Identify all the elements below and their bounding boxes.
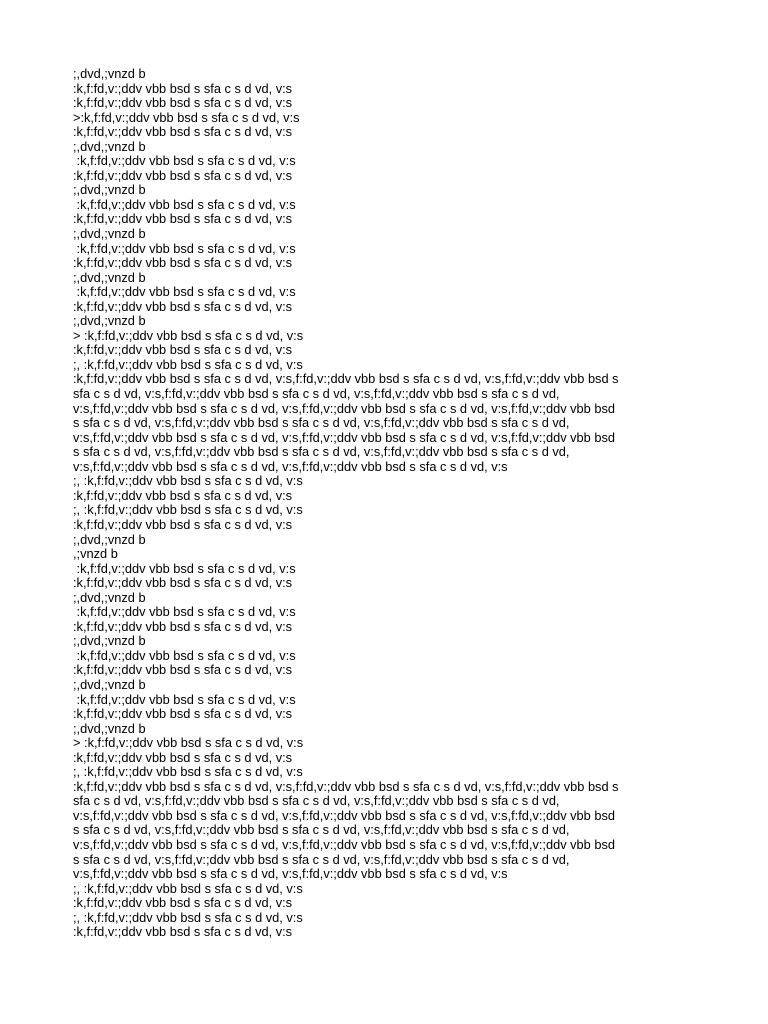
text-line: :k,f:fd,v:;ddv vbb bsd s sfa c s d vd, v:s — [73, 516, 293, 532]
text-line: ;,dvd,;vnzd b — [73, 676, 146, 692]
text-line: ;,dvd,;vnzd b — [73, 226, 146, 242]
text-line: ;, :k,f:fd,v:;ddv vbb bsd s sfa c s d vd, v:s — [73, 880, 303, 896]
text-line: ;,dvd,;vnzd b — [73, 66, 146, 81]
text-line: sfa c s d vd, v:s,f:fd,v:;ddv vbb bsd s sfa c s d vd, v:s,f:fd,v:;ddv vbb bsd s sfa c s d vd, — [73, 386, 560, 402]
text-line: :k,f:fd,v:;ddv vbb bsd s sfa c s d vd, v:s — [73, 124, 293, 140]
text-line: :k,f:fd,v:;ddv vbb bsd s sfa c s d vd, v:s,f:fd,v:;ddv vbb bsd s sfa c s d vd, v:s,f:fd,v:;ddv vbb bsd s — [73, 778, 619, 794]
text-line: sfa c s d vd, v:s,f:fd,v:;ddv vbb bsd s sfa c s d vd, v:s,f:fd,v:;ddv vbb bsd s sfa c s d vd, — [73, 793, 560, 809]
text-line: :k,f:fd,v:;ddv vbb bsd s sfa c s d vd, v:s — [73, 560, 296, 576]
text-line: :k,f:fd,v:;ddv vbb bsd s sfa c s d vd, v:s — [73, 167, 293, 183]
text-line: :k,f:fd,v:;ddv vbb bsd s sfa c s d vd, v:s — [73, 575, 293, 591]
text-line: v:s,f:fd,v:;ddv vbb bsd s sfa c s d vd, v:s,f:fd,v:;ddv vbb bsd s sfa c s d vd, v:s — [73, 866, 508, 882]
text-line: :k,f:fd,v:;ddv vbb bsd s sfa c s d vd, v:s — [73, 618, 293, 634]
text-line: :k,f:fd,v:;ddv vbb bsd s sfa c s d vd, v:s — [73, 487, 293, 503]
text-line: :k,f:fd,v:;ddv vbb bsd s sfa c s d vd, v:s — [73, 647, 296, 663]
text-line: :k,f:fd,v:;ddv vbb bsd s sfa c s d vd, v:s — [73, 255, 293, 271]
text-line: > :k,f:fd,v:;ddv vbb bsd s sfa c s d vd, v:s — [73, 327, 304, 343]
text-line: >:k,f:fd,v:;ddv vbb bsd s sfa c s d vd, v:s — [73, 109, 300, 125]
text-line: ;,dvd,;vnzd b — [73, 531, 146, 547]
text-line: :k,f:fd,v:;ddv vbb bsd s sfa c s d vd, v:s — [73, 196, 296, 212]
text-line: ,;vnzd b — [73, 546, 118, 562]
text-line: ;,dvd,;vnzd b — [73, 269, 146, 285]
text-line: :k,f:fd,v:;ddv vbb bsd s sfa c s d vd, v:s — [73, 95, 293, 111]
text-line: ;,dvd,;vnzd b — [73, 720, 146, 736]
text-line: ;,dvd,;vnzd b — [73, 589, 146, 605]
text-line: :k,f:fd,v:;ddv vbb bsd s sfa c s d vd, v:s — [73, 342, 293, 358]
text-line: :k,f:fd,v:;ddv vbb bsd s sfa c s d vd, v:s — [73, 211, 293, 227]
text-line: ;, :k,f:fd,v:;ddv vbb bsd s sfa c s d vd, v:s — [73, 356, 303, 372]
text-line: :k,f:fd,v:;ddv vbb bsd s sfa c s d vd, v:s — [73, 662, 293, 678]
text-line: s sfa c s d vd, v:s,f:fd,v:;ddv vbb bsd s sfa c s d vd, v:s,f:fd,v:;ddv vbb bsd s sfa c s d vd, — [73, 444, 570, 460]
text-line: ;, :k,f:fd,v:;ddv vbb bsd s sfa c s d vd, v:s — [73, 502, 303, 518]
text-line: :k,f:fd,v:;ddv vbb bsd s sfa c s d vd, v:s,f:fd,v:;ddv vbb bsd s sfa c s d vd, v:s,f:fd,v:;ddv vbb bsd s — [73, 371, 619, 387]
text-line: s sfa c s d vd, v:s,f:fd,v:;ddv vbb bsd s sfa c s d vd, v:s,f:fd,v:;ddv vbb bsd s sfa c s d vd, — [73, 851, 570, 867]
text-line: v:s,f:fd,v:;ddv vbb bsd s sfa c s d vd, v:s,f:fd,v:;ddv vbb bsd s sfa c s d vd, v:s,f:fd,v:;ddv vbb bsd — [73, 400, 615, 416]
text-line: :k,f:fd,v:;ddv vbb bsd s sfa c s d vd, v:s — [73, 604, 296, 620]
text-line: :k,f:fd,v:;ddv vbb bsd s sfa c s d vd, v:s — [73, 895, 293, 911]
text-line: ;,dvd,;vnzd b — [73, 138, 146, 154]
text-line: :k,f:fd,v:;ddv vbb bsd s sfa c s d vd, v:s — [73, 153, 296, 169]
text-line: :k,f:fd,v:;ddv vbb bsd s sfa c s d vd, v:s — [73, 298, 293, 314]
document-body — [73, 67, 703, 940]
text-line: :k,f:fd,v:;ddv vbb bsd s sfa c s d vd, v:s — [73, 924, 293, 940]
text-line: :k,f:fd,v:;ddv vbb bsd s sfa c s d vd, v:s — [73, 706, 293, 722]
text-line: :k,f:fd,v:;ddv vbb bsd s sfa c s d vd, v:s — [73, 691, 296, 707]
text-line: :k,f:fd,v:;ddv vbb bsd s sfa c s d vd, v:s — [73, 284, 296, 300]
text-line: v:s,f:fd,v:;ddv vbb bsd s sfa c s d vd, v:s,f:fd,v:;ddv vbb bsd s sfa c s d vd, v:s,f:fd,v:;ddv vbb bsd — [73, 836, 615, 852]
text-line: v:s,f:fd,v:;ddv vbb bsd s sfa c s d vd, v:s,f:fd,v:;ddv vbb bsd s sfa c s d vd, v:s,f:fd,v:;ddv vbb bsd — [73, 807, 615, 823]
text-line: v:s,f:fd,v:;ddv vbb bsd s sfa c s d vd, v:s,f:fd,v:;ddv vbb bsd s sfa c s d vd, v:s — [73, 458, 508, 474]
text-line: ;,dvd,;vnzd b — [73, 633, 146, 649]
text-line: :k,f:fd,v:;ddv vbb bsd s sfa c s d vd, v:s — [73, 80, 293, 96]
text-line: v:s,f:fd,v:;ddv vbb bsd s sfa c s d vd, v:s,f:fd,v:;ddv vbb bsd s sfa c s d vd, v:s,f:fd,v:;ddv vbb bsd — [73, 429, 615, 445]
text-line: :k,f:fd,v:;ddv vbb bsd s sfa c s d vd, v:s — [73, 749, 293, 765]
text-line: s sfa c s d vd, v:s,f:fd,v:;ddv vbb bsd s sfa c s d vd, v:s,f:fd,v:;ddv vbb bsd s sfa c s d vd, — [73, 415, 570, 431]
text-line: ;, :k,f:fd,v:;ddv vbb bsd s sfa c s d vd, v:s — [73, 909, 303, 925]
text-line: s sfa c s d vd, v:s,f:fd,v:;ddv vbb bsd s sfa c s d vd, v:s,f:fd,v:;ddv vbb bsd s sfa c s d vd, — [73, 822, 570, 838]
text-line: ;,dvd,;vnzd b — [73, 182, 146, 198]
text-line: ;, :k,f:fd,v:;ddv vbb bsd s sfa c s d vd, v:s — [73, 473, 303, 489]
text-line: > :k,f:fd,v:;ddv vbb bsd s sfa c s d vd, v:s — [73, 735, 304, 751]
text-line: ;,dvd,;vnzd b — [73, 313, 146, 329]
text-line: :k,f:fd,v:;ddv vbb bsd s sfa c s d vd, v:s — [73, 240, 296, 256]
text-line: ;, :k,f:fd,v:;ddv vbb bsd s sfa c s d vd, v:s — [73, 764, 303, 780]
